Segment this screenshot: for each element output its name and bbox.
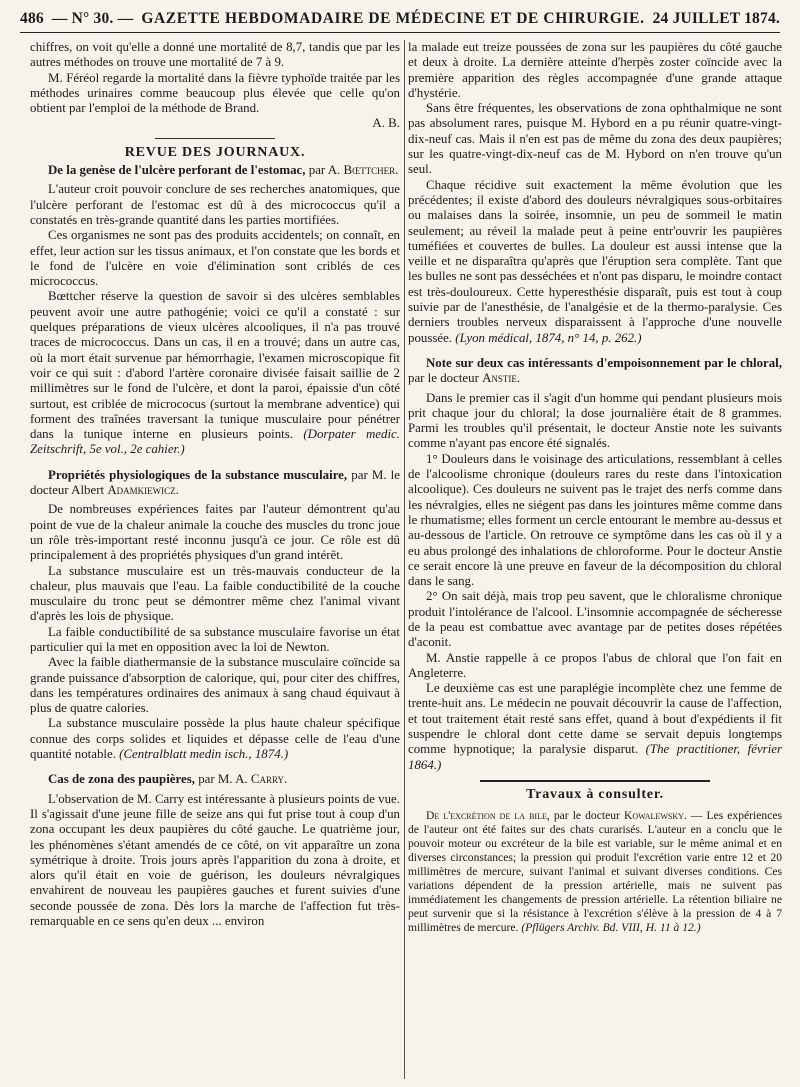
citation: (Pflügers Archiv. Bd. VIII, H. 11 à 12.): [521, 921, 701, 935]
paragraph: La faible conductibilité de sa substance musculaire favorise un état particulier qui la met en opposition avec la loi de Newton.: [30, 624, 400, 654]
journal-title: GAZETTE HEBDOMADAIRE DE MÉDECINE ET DE CHIRURGIE.: [141, 10, 645, 27]
header-rule: [20, 32, 780, 33]
paragraph: L'auteur croit pouvoir conclure de ses recherches anatomiques, que l'ulcère perforant de l'estomac est dû à des micrococcus qu'il a constatés en très-grande quantité dans les parties mortifiées.: [30, 182, 400, 227]
article-author-prefix: par le docteur: [408, 371, 479, 386]
travaux-heading: De l'excrétion de la bile,: [426, 809, 550, 823]
article-author-prefix: par A.: [308, 163, 341, 178]
article-title: [30, 163, 400, 178]
article-title-text: De la genèse de l'ulcère perforant de l'estomac,: [48, 163, 306, 178]
citation: (Centralblatt medin isch., 1874.): [119, 747, 289, 762]
paragraph: Ces organismes ne sont pas des produits accidentels; on connaît, en effet, leur action sur les tissus animaux, et l'on constate que les bords et le fond de l'ulcère en voie d'élimination sont criblés de ces micrococcus.: [30, 228, 400, 289]
paragraph: L'observation de M. Carry est intéressante à plusieurs points de vue. Il s'agissait d'une jeune fille de seize ans qui fut prise tout à coup d'un zona occupant les deux paupières du côté gauche. Le quatrième jour, les phénomènes s'étant amendés de ce côté, on vit apparaître un zona symétrique à droite. Trois jours après l'apparition du zona à droite, et alors qu'il était en voie de guérison, les douleurs névralgiques envahirent de nouveau les paupières gauches et furent suivies d'une seconde poussée de zona. Dès lors la marche de l'affection fut très-remarquable en ce sens qu'en deux ... environ: [30, 791, 400, 929]
paragraph: 2° On sait déjà, mais trop peu savent, que le chloralisme chronique produit l'intolérance de l'alcool. L'insomnie accompagnée de sécheresse de la peau est combattue avec avantage par de petites doses répétées d'aconit.: [408, 589, 782, 650]
paragraph-text: Chaque récidive suit exactement la même évolution que les précédentes; il existe d'abord des douleurs névralgiques sous-orbitaires ou malaises dans la soirée, insomnie, un peu de sommeil le matin seulement; au réveil la malade peut à peine entr'ouvrir les paupières tuméfiées et couvertes de bulles. La douleur est aussi intense que la veille et ne disparaîtra qu'après que l'éruption sera complète. Tant que les bulles ne sont pas desséchées et n'ont pas disparu, le moindre contact est très-douloureux. Cette hyperesthésie disparaît, puis est tout à coup suivie par de l'anesthésie, de l'analgésie et de la thermo-paralysie. Ces derniers troubles nerveux disparaissent à l'approche d'une nouvelle poussée.: [408, 177, 782, 345]
travaux-author: Kowalewsky.: [623, 809, 687, 823]
issue-number: — N° 30. —: [51, 10, 134, 27]
divider: [155, 138, 275, 139]
right-column: [408, 40, 782, 1081]
page-number: 486: [20, 10, 44, 27]
paragraph: Dans le premier cas il s'agit d'un homme qui pendant plusieurs mois prit chaque jour du chloral; la dose journalière était de 8 grammes. Parmi les troubles qu'il présentait, le docteur Anstie note les suivants comme n'ayant pas encore été signalés.: [408, 390, 782, 451]
travaux-title: Travaux à consulter.: [526, 786, 664, 802]
paragraph: 1° Douleurs dans le voisinage des articulations, ressemblant à celles de l'alcoolisme chronique (douleurs rares du reste dans l'intoxication alcoolique). Ces douleurs ne suivent pas le trajet des nerfs comme dans les névralgies, elles ne siégent pas dans les jointures même comme dans le rhumatisme; elles forment un cercle entourant le membre au-dessus et au-dessous de l'article. On retrouve ce symptôme dans les cas où il y a eu abus prolongé des inhalations de chloroforme. Pour le docteur Anstie ce serait encore là une preuve en faveur de la décomposition du chloral dans le sang.: [408, 451, 782, 589]
paragraph: Avec la faible diathermansie de la substance musculaire coïncide sa grande puissance d'absorption de calorique, qui, pour citer des chiffres, dans les températures ordinaires des animaux à sang chaud équivaut à plus de quatre calories.: [30, 655, 400, 716]
article-title-text: Note sur deux cas intéressants d'empoisonnement par le chloral,: [426, 355, 782, 370]
paragraph: [408, 178, 782, 346]
article-author: Anstie.: [482, 371, 521, 386]
article-author-prefix: par M. A.: [198, 772, 248, 787]
divider: [480, 780, 710, 782]
paragraph: M. Anstie rappelle à ce propos l'abus de chloral que l'on fait en Angleterre.: [408, 650, 782, 680]
paragraph: chiffres, on voit qu'elle a donné une mortalité de 8,7, tandis que par les autres méthodes on trouve une mortalité de 7 à 9.: [30, 40, 400, 70]
paragraph-text: La substance musculaire possède la plus haute chaleur spécifique connue des corps solides et liquides et dépasse celle de l'eau d'une quantité notable.: [30, 716, 400, 762]
left-column: [30, 40, 400, 1081]
paragraph: M. Féréol regarde la mortalité dans la fièvre typhoïde traitée par les méthodes urinaires comme beaucoup plus élevée que celle qu'on obtient par l'emploi de la méthode de Brand.: [30, 70, 400, 116]
citation: (Lyon médical, 1874, n° 14, p. 262.): [455, 330, 642, 345]
article-author: Adamkiewicz.: [107, 483, 179, 498]
column-divider: [404, 40, 405, 1079]
travaux-text: — Les expériences de l'auteur ont été faites sur des chats curarisés. L'auteur en a conclu que le pouvoir moteur ou excréteur de la bile est variable, sur le même animal et en diverses circonstances; la pression qui produit l'excrétion varie entre 12 et 20 millimètres de mercure, suivant l'animal et suivant diverses conditions. Ces variations dépendent de la pression artérielle, mais ne suivent pas immédiatement les changements de pression artérielle. La rétention biliaire ne peut survenir que si la résistance à l'excrétion s'élève à la pression de 4 à 7 millimètres de mercure.: [408, 809, 782, 935]
signature: A. B.: [372, 116, 400, 131]
travaux-entry: [408, 809, 782, 935]
issue-date: 24 JUILLET 1874.: [652, 10, 780, 27]
article-title: [30, 468, 400, 499]
paragraph: La substance musculaire est un très-mauvais conducteur de la chaleur, plus mauvais que l'eau. La faible conductibilité de la couche musculaire du tronc peut se démontrer même chez l'animal vivant d'après les lois de physique.: [30, 563, 400, 624]
paragraph-text: Le deuxième cas est une paraplégie incomplète chez une femme de trente-huit ans. Le médecin ne pouvait découvrir la cause de l'affection, et tout traitement était resté sans effet, quand à bout d'expédients il fit suspendre le chloral dont cette dame se servait depuis longtemps comme hypnotique; la paralysie disparut.: [408, 681, 782, 757]
travaux-author-prefix: par le docteur: [553, 809, 620, 823]
paragraph: [30, 289, 400, 457]
article-title-text: Propriétés physiologiques de la substance musculaire,: [48, 467, 348, 482]
section-title: REVUE DES JOURNAUX.: [124, 144, 306, 160]
paragraph: Sans être fréquentes, les observations de zona ophthalmique ne sont pas absolument rares, puisque M. Hybord en a pu réunir quatre-vingt-dix-neuf cas. Mais il n'en est pas de même du zona des deux paupières; sur les quatre-vingt-dix-neuf cas de M. Hybord on n'en trouve qu'un seul.: [408, 101, 782, 177]
paragraph-text: Bœttcher réserve la question de savoir si des ulcères semblables peuvent avoir une autre pathogénie; voici ce qu'il a constaté : sur quelques préparations de vieux ulcères alcooliques, il n'a pas trouvé traces de micrococcus. Dans un cas, il en a trouvé; dans un autre cas, où la mort était survenue par hémorrhagie, l'examen microscopique fit voir ce qui suit : d'abord l'artère coronaire divisée faisait saillie de 2 millimètres sur le fond de l'ulcère, et dont la paroi, épaissie d'un côté surtout, est criblée de micrococus (surtout la membrane adventice) qui forment des traînées traversant la tunique musculaire pour pénétrer dans la tunique interne en plusieurs points.: [30, 289, 400, 442]
paragraph: De nombreuses expériences faites par l'auteur démontrent qu'au point de vue de la chaleur animale la couche des muscles du tronc joue un rôle très-important resté inconnu jusqu'à ce jour. Ce rôle est dû principalement à des propriétés physiques d'un grand intérêt.: [30, 502, 400, 563]
paragraph: la malade eut treize poussées de zona sur les paupières du côté gauche et deux à droite. La dernière atteinte d'herpès zoster coïncide avec la première apparition des règles accompagnée d'une grande attaque d'hystérie.: [408, 40, 782, 100]
running-header: [20, 6, 780, 32]
article-title: [408, 356, 782, 387]
paragraph: [408, 681, 782, 773]
article-title: [30, 772, 400, 787]
article-author: Bœttcher.: [343, 163, 399, 178]
citation: (Dorpater medic. Zeitschrift, 5e vol., 2e cahier.): [30, 427, 400, 457]
article-author-prefix: par M. le docteur Albert: [30, 467, 400, 498]
article-title-text: Cas de zona des paupières,: [48, 772, 195, 787]
article-author: Carry.: [250, 772, 288, 787]
citation: (The practitioner, février 1864.): [408, 742, 782, 772]
paragraph: [30, 716, 400, 762]
